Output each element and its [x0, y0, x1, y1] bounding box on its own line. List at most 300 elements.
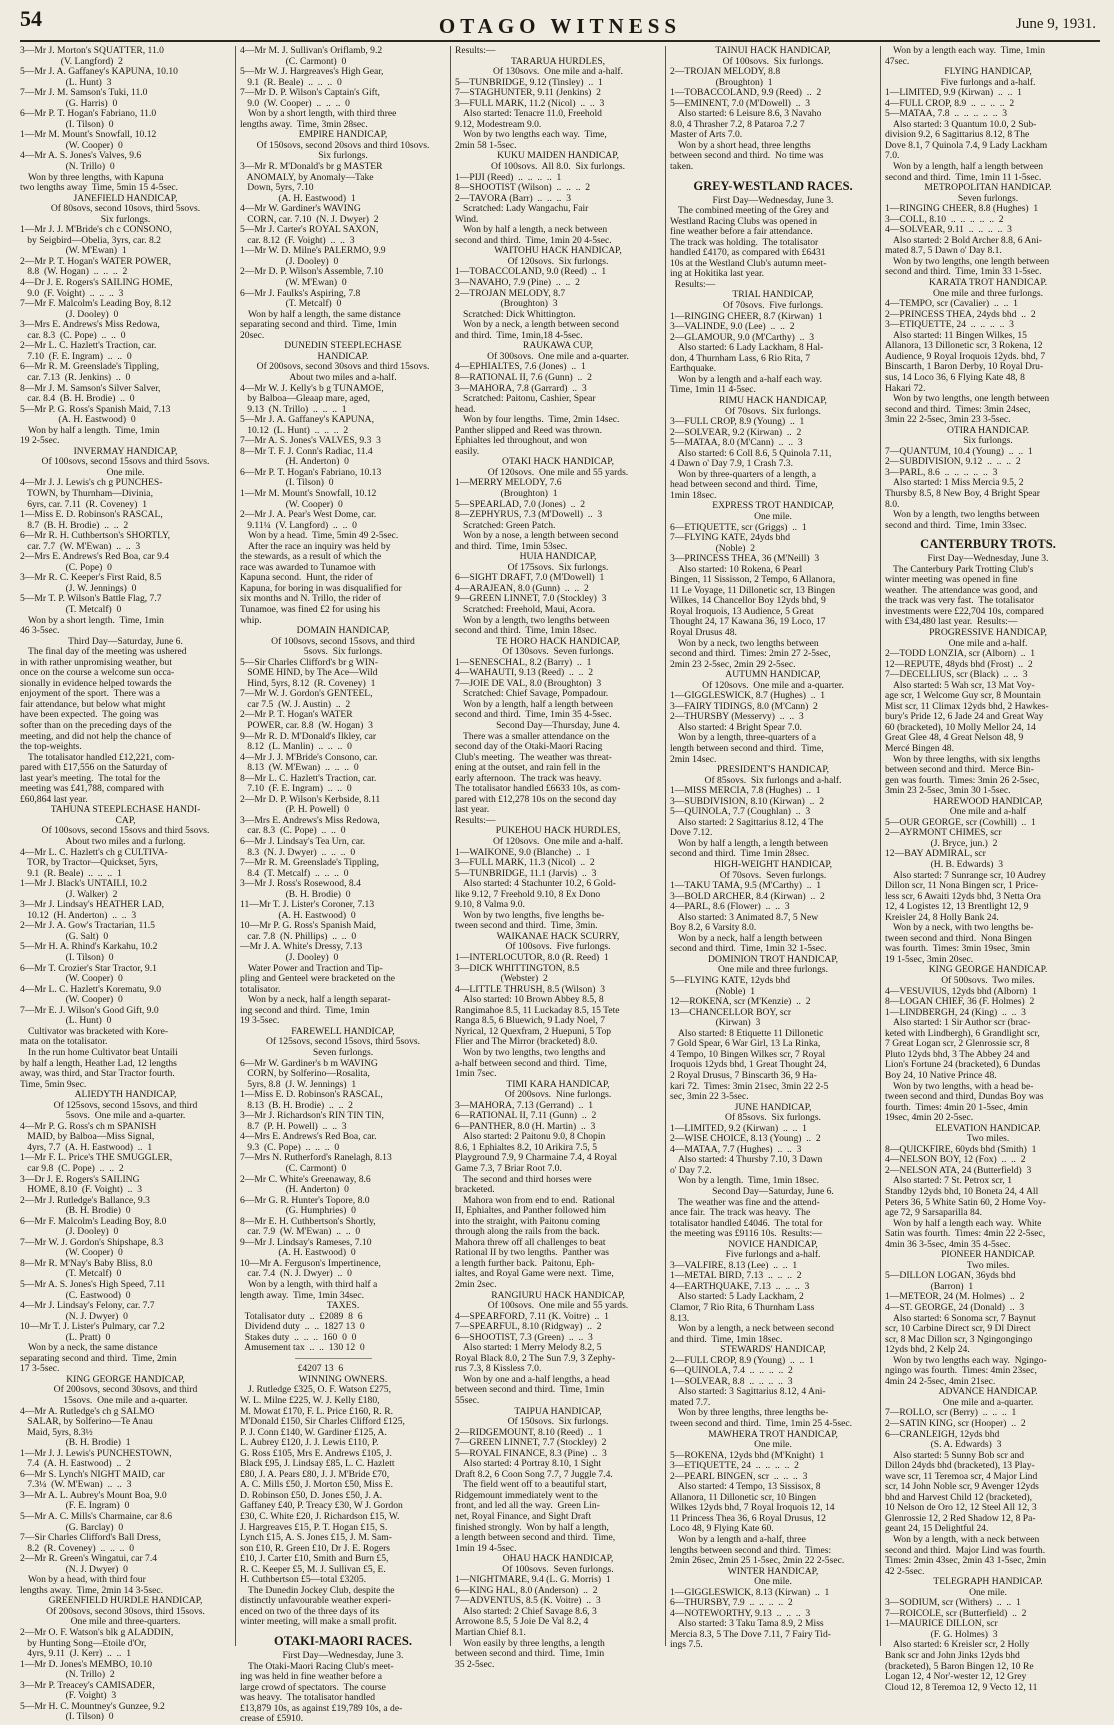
text-line: 5—EMINENT, 7.0 (M'Dowell) .. 3	[670, 97, 811, 109]
paragraph-line: Also started: 8 Etiquette 11 Dillonetic	[678, 1027, 824, 1039]
text-line: Black £95, J. Lindsay £85, L. C. Hazlett	[240, 1458, 395, 1470]
section-heading: Seven furlongs.	[312, 1046, 374, 1058]
paragraph-line: Also started: 5 Wah scr, 13 Mat Voy-	[893, 679, 1035, 691]
paragraph-line: Also started: 5 Lady Lackham, 2	[678, 1291, 804, 1303]
text-line: 3—Mrs E. Andrews's Miss Redowa,	[240, 814, 380, 826]
text-line: 5—FLYING KATE, 12yds bhd	[670, 975, 791, 987]
text-line: (C. Carmont) 0	[240, 55, 347, 67]
text-line: separating second and third. Time, 1min	[240, 319, 397, 331]
section-heading: RIMU HACK HANDICAP,	[719, 394, 827, 406]
section-heading: TE HORO HACK HANDICAP,	[495, 635, 621, 647]
section-heading: Of 100sovs. Five furlongs.	[505, 941, 611, 953]
text-line: 1—Mr W. D. Milne's PALERMO, 9.9	[240, 245, 386, 257]
text-line: (N. J. Dwyer) 0	[20, 1310, 128, 1322]
text-line: 5—Mr W. J. Hargreaves's High Gear,	[240, 66, 384, 78]
text-line: second and third. Time, 1min 33 1-5sec.	[885, 266, 1042, 278]
text-line: 3—ETIQUETTE, 24 .. .. .. .. 3	[885, 319, 1014, 331]
text-line: (W. Cooper) 0	[20, 973, 123, 985]
text-line: 60 (bracketed), 10 Molly Mellor 24, 14	[885, 721, 1036, 733]
paragraph-line: The Dunedin Jockey Club, despite the	[248, 1584, 395, 1596]
text-line: (I. Tilson) 0	[20, 118, 114, 130]
text-line: (W. Cooper) 0	[20, 1247, 123, 1259]
text-line: 2—Mr J. A. Pear's West Dome, car.	[240, 509, 377, 521]
text-line: two lengths away Time, 5min 15 4-5sec.	[20, 182, 179, 194]
text-line: 7—Mr W. J. Gordon's Shipshape, 8.3	[20, 1236, 164, 1248]
text-line: 1—Mr M. Mount's Snowfall, 10.12	[20, 129, 157, 141]
text-line: 8.12 (L. Manlin) .. .. .. 0	[240, 741, 352, 753]
text-line: handled £4170, as compared with £6431	[670, 247, 826, 259]
paragraph-line: Won by two lengths, with a head be-	[893, 1080, 1034, 1092]
section-heading: DOMAIN HANDICAP,	[296, 625, 390, 637]
text-line: 8.0.	[885, 498, 900, 510]
paragraph-line: Won by a neck, with two lengths be-	[893, 922, 1034, 934]
text-line: sus, 14 Loco 36, 6 Flying Kate 48, 8	[885, 371, 1025, 383]
text-line: 10—Mr P. G. Ross's Spanish Maid,	[240, 920, 377, 932]
section-heading: Of 120sovs. One mile and a-quarter.	[702, 679, 844, 691]
paragraph-line: Also started: 3 Taku Tama 8.9, 2 Miss	[678, 1618, 824, 1630]
text-line: second and third. Time, 1min 20 4-5sec.	[455, 234, 612, 246]
section-heading: One mile and a-half	[949, 806, 1027, 818]
text-line: 5—Mr T. P. Wilson's Battle Flag, 7.7	[20, 593, 162, 605]
text-line: 1—Miss E. D. Robinson's RASCAL,	[20, 509, 163, 521]
paragraph-line: Won by a neck, a length between second	[463, 319, 619, 331]
text-line: II, Ephialtes, and Panther followed him	[455, 1205, 607, 1217]
text-line: 1min 7sec.	[455, 1068, 497, 1080]
text-line: 2—SUBDIVISION, 9.12 .. .. .. 2	[885, 456, 1021, 468]
text-line: rus 7.3, 8 Kissless 7.0.	[455, 1363, 542, 1375]
text-line: (A. H. Eastwood) 0	[240, 1247, 356, 1259]
paragraph-line: Won by a short length. Time, 1min	[28, 614, 164, 626]
text-line: 2—PRINCESS THEA, 24yds bhd .. 2	[885, 308, 1036, 320]
text-line: second and third. Time, 1min 33sec.	[885, 519, 1027, 531]
paragraph-line: Won by a length, two lengths between	[463, 614, 610, 626]
text-line: 2—TROJAN MELODY, 8.8	[670, 66, 781, 78]
section-heading: Seven furlongs.	[957, 192, 1019, 204]
text-line: Times: 2min 43sec, 2min 43 1-5sec, 2min	[885, 1555, 1047, 1567]
text-line: lengths between second and third. Times:	[670, 1544, 832, 1556]
text-line: (J. Walker) 2	[20, 888, 118, 900]
text-line: (J. W. Jennings) 0	[20, 582, 137, 594]
text-line: (I. Tilson) 0	[20, 1711, 114, 1723]
section-heading: PRESIDENT'S HANDICAP,	[716, 764, 830, 776]
text-line: 5—Mr H. C. Mountney's Gunzee, 9.2	[20, 1700, 165, 1712]
text-line: by Seigbird—Obelia, 3yrs, car. 8.2	[20, 234, 161, 246]
text-line: 4—LITTLE THRUSH, 8.5 (Wilson) 3	[455, 983, 605, 995]
section-heading: Of 125sovs, second 15sovs, and third	[53, 1099, 198, 1111]
text-line: 17 3-5sec.	[20, 1363, 60, 1375]
text-line: 1min 19 4-5sec.	[455, 1542, 517, 1554]
text-line: Boy 8.2, 6 Varsity 8.0.	[670, 922, 757, 934]
masthead	[20, 6, 1100, 42]
text-line: 7—ADVENTUS, 8.5 (K. Voitre) .. 3	[455, 1595, 601, 1607]
text-line: Gaffaney £40, P. Treacy £30, W J. Gordon	[240, 1500, 403, 1512]
text-line: G. Ross £105, Mrs E. Andrews £105, J.	[240, 1447, 392, 1459]
text-line: 2—Mr P. T. Hogan's WATER	[240, 709, 353, 721]
text-line: 3—ETIQUETTE, 24 .. .. .. .. 2	[670, 1460, 799, 1472]
issue-date: June 9, 1931.	[1016, 16, 1096, 32]
text-line: (L. Hunt) 3	[20, 76, 112, 88]
paragraph-line: Won by a length, with a neck between	[893, 1534, 1040, 1546]
text-line: easily.	[455, 445, 480, 457]
text-line: 3—Mr P. Treacey's CAMISADER,	[20, 1679, 155, 1691]
text-line: (C. Pope) 0	[20, 561, 112, 573]
text-line: crease of £5910.	[240, 1713, 304, 1725]
text-line: 8—QUICKFIRE, 60yds bhd (Smith) 1	[885, 1143, 1037, 1155]
text-line: M'Donald £150, Sir Charles Clifford £125,	[240, 1416, 405, 1428]
text-line: 2—RIDGEMOUNT, 8.10 (Reed) .. 1	[455, 1426, 603, 1438]
text-line: large crowd of spectators. The course	[240, 1681, 386, 1693]
text-line: (T. Metcalf) 0	[20, 1268, 122, 1280]
text-line: 11 Le Voyage, 11 Dillonetic scr, 13 Bingen	[670, 584, 836, 596]
paragraph-line: Also started: Tenacre 11.0, Freehold	[463, 108, 602, 120]
section-heading: Of 100sovs. Six furlongs.	[722, 55, 824, 67]
text-line: 4—EARTHQUAKE, 7.13 .. .. .. 3	[670, 1280, 810, 1292]
paragraph-line: Also started: 10 Brown Abbey 8.5, 8	[463, 994, 604, 1006]
text-line: Ridgemount immediately went to the	[455, 1489, 598, 1501]
text-line: 10 Nelson de Oro 12, 12 Steel All 12, 3	[885, 1502, 1037, 1514]
text-line: in with rather unpromising weather, but	[20, 656, 173, 668]
section-heading: FLYING HANDICAP,	[944, 66, 1032, 78]
text-line: age 72, 9 Sarsaparilla 84.	[885, 1207, 982, 1219]
text-line: 47sec.	[885, 55, 910, 67]
text-line: tween second and third. Nona Bingen	[885, 932, 1032, 944]
text-line: 4—WAHAUTI, 9.13 (Reed) .. .. 2	[455, 667, 594, 679]
text-line: ing was held in fine weather before a	[240, 1671, 382, 1683]
column-4	[665, 45, 880, 1651]
section-heading: ADVANCE HANDICAP.	[938, 1386, 1038, 1398]
text-line: 1—GIGGLESWICK, 8.7 (Hughes) .. 1	[670, 690, 826, 702]
text-line: 1—Mr J. J. Lewis's PUNCHESTOWN,	[20, 1447, 172, 1459]
text-line: race was awarded to Tunamoe with	[240, 561, 376, 573]
paragraph-line: Also started: 10 Rokena, 6 Pearl	[678, 563, 803, 575]
text-line: 4—Mr L. C. Hazlett's Korematu, 9.0	[20, 983, 162, 995]
section-heading: Of 85sovs. Six furlongs.	[725, 1112, 821, 1124]
section-heading: DOMINION TROT HANDICAP,	[708, 953, 838, 965]
text-line: (W. Cooper) 0	[240, 498, 343, 510]
section-heading: Six furlongs.	[963, 435, 1013, 447]
paragraph-line: Won by a head. Time, 5min 49 2-5sec.	[248, 530, 399, 542]
text-line: H. Cuthbertson £5—total £3205.	[240, 1574, 367, 1586]
text-line: HOME, 8.10 (F. Voight) .. 3	[20, 1184, 143, 1196]
section-heading: Of 100sovs, second 15sovs, and third	[271, 635, 415, 647]
text-line: 6—Mr R. H. Cuthbertson's SHORTLY,	[20, 530, 171, 542]
text-line: scr, 8 Mac Dillon scr, 3 Ngingongingo	[885, 1333, 1033, 1345]
text-line: 1—TOBACCOLAND, 9.0 (Reed) .. 1	[455, 266, 607, 278]
text-line: 4—Mr W. J. Kelly's b g TUNAMOE,	[240, 382, 384, 394]
text-line: 6—PANTHER, 8.0 (H. Martin) .. 3	[455, 1120, 596, 1132]
text-line: Playground 7.9, 9 Charmaine 7.4, 4 Royal	[455, 1152, 618, 1164]
text-line: Amusement tax .. .. 130 12 0	[240, 1342, 365, 1354]
text-line: lengths away. Time, 3min 28sec.	[240, 118, 368, 130]
paragraph-line: Also started: 3 Sagittarius 8.12, 4 Ani-	[678, 1386, 826, 1398]
text-line: tween second and third, Dundas Boy was	[885, 1091, 1044, 1103]
text-line: 6—KING HAL, 8.0 (Anderson) .. 2	[455, 1584, 598, 1596]
paragraph-line: Cultivator was bracketed with Kore-	[28, 1025, 169, 1037]
text-line: Cloud 12, 8 Teremoa 12, 9 Vecto 12, 11	[885, 1681, 1038, 1693]
text-line: 2—AYRMONT CHIMES, scr	[885, 827, 1002, 839]
text-line: 8—Mr J. M. Samson's Silver Salver,	[20, 382, 161, 394]
text-line: TOR, by Tractor—Quickset, 5yrs,	[20, 857, 158, 869]
text-line: 6—Mr T. Crozier's Star Tractor, 9.1	[20, 962, 157, 974]
text-line: 7—JOIE DE VAL, 8.0 (Broughton) 3	[455, 677, 602, 689]
text-line: and third. Time, 1min 53sec.	[455, 540, 568, 552]
text-line: 3—FULL CROP, 8.9 (Young) .. 1	[670, 416, 805, 428]
text-line: by Balboa—Gleaap mare, aged,	[240, 393, 370, 405]
text-line: lengths away. Time, 2min 14 3-5sec.	[20, 1584, 164, 1596]
text-line: like 9.12, 7 Freehold 9.10, 8 Ex Dono	[455, 888, 601, 900]
text-line: 5—MATAA, 8.0 (M'Cann) .. .. 3	[670, 437, 803, 449]
section-heading: KARATA TROT HANDICAP.	[928, 277, 1047, 289]
text-line: (Broughton) 1	[455, 487, 558, 499]
paragraph-line: Also started: 2 Sagittarius 8.12, 4 The	[678, 816, 824, 828]
text-line: 3—VALFIRE, 8.13 (Lee) .. .. 1	[670, 1259, 798, 1271]
paragraph-line: There was a smaller attendance on the	[463, 730, 610, 742]
section-heading: TAXES.	[326, 1300, 360, 1312]
text-line: Wind.	[455, 213, 479, 225]
text-line: wave scr, 11 Teremoa scr, 4 Major Lind	[885, 1470, 1038, 1482]
race-meeting-heading: GREY-WESTLAND RACES.	[693, 178, 853, 193]
paragraph-line: Also started: 4 Portray 8.10, 1 Sight	[463, 1458, 602, 1470]
text-line: 9.1 (R. Beale) .. .. .. 0	[240, 76, 342, 88]
paragraph-line: Also started: 3 Quantum 10.0, 2 Sub-	[893, 118, 1037, 130]
text-line: 3—VALINDE, 9.0 (Lee) .. .. 2	[670, 321, 795, 333]
text-line: TOWN, by Thurnham—Divinia,	[20, 487, 153, 499]
text-line: 9—Mr J. Lindsay's Rameses, 7.10	[240, 1236, 372, 1248]
text-line: £30, C. White £20, J. Richardson £15, W.	[240, 1511, 400, 1523]
text-line: bury's Pride 12, 6 Jade 24 and Great Way	[885, 711, 1044, 723]
text-line: (Broughton) 3	[455, 298, 558, 310]
text-line: A. C. Mills £50, J. Morton £50, Miss E.	[240, 1479, 393, 1491]
section-heading: One mile and three-quarters.	[70, 1616, 181, 1628]
text-line: 5—Mr A. S. Jones's High Speed, 7.11	[20, 1278, 166, 1290]
section-heading: One mile.	[754, 1439, 792, 1451]
paragraph-line: Won by two lengths, one length between	[893, 255, 1050, 267]
section-heading: PIONEER HANDICAP.	[941, 1249, 1035, 1261]
section-heading: HANDICAP.	[317, 350, 369, 362]
text-line: Kapuna, for boring in was disqualified for	[240, 582, 402, 594]
text-line: ance fair. The track was heavy. The	[670, 1207, 811, 1219]
text-line: 4yrs, 9.11 (J. Kerr) .. .. 1	[20, 1648, 132, 1660]
section-heading: TAHUNA STEEPLECHASE HANDI-	[50, 804, 201, 816]
text-line: totalisator.	[240, 983, 281, 995]
paragraph-line: Won by a length, half a length between	[463, 698, 614, 710]
paragraph-line: Also started: 4 Tempo, 13 Sissisox, 8	[678, 1481, 821, 1493]
text-line: enjoyment of the sport. There was a	[20, 688, 160, 700]
text-line: fair attendance, but below what might	[20, 698, 166, 710]
section-heading: Of 150sovs, second 20sovs and third 10sovs.	[256, 139, 430, 151]
text-line: second and third. Time, 1min 18sec.	[455, 625, 597, 637]
text-line: 7.0.	[885, 150, 900, 162]
text-line: 7—GREEN LINNET, 7.7 (Stockley) 2	[455, 1437, 607, 1449]
text-line: 1—GIGGLESWICK, 8.13 (Kirwan) .. 1	[670, 1586, 830, 1598]
text-line: car. 7.4 (N. J. Dwyer) .. 0	[240, 1268, 352, 1280]
text-line: by half a length, Heather Lad, 12 lengths	[20, 1057, 177, 1069]
section-heading: Of 70sovs. Five furlongs.	[722, 300, 824, 312]
text-line: Hakari 72.	[885, 382, 926, 394]
text-line: car. 8.4 (B. H. Brodie) .. 0	[20, 393, 135, 405]
text-line: gen was fourth. Times: 3min 26 2-5sec,	[885, 774, 1040, 786]
section-heading: DUNEDIN STEEPLECHASE	[284, 340, 402, 352]
text-line: car. 8.12 (F. Voight) .. .. 3	[240, 234, 355, 246]
text-line: second and third. Time, 1min 32 1-5sec.	[670, 943, 827, 955]
text-line: 5—Mr J. A. Gaffaney's KAPUNA, 10.10	[20, 66, 178, 78]
text-line: o' Day 7.2.	[670, 1164, 712, 1176]
text-line: 4—VESUVIUS, 12yds bhd (Alborn) 1	[885, 985, 1037, 997]
section-heading: Of 100sovs, second 15sovs and third 5sovs.	[41, 456, 210, 468]
text-line: division 9.2, 6 Sagittarius 8.12, 8 The	[885, 129, 1030, 141]
column-5	[880, 45, 1095, 1693]
text-line: 3—SUBDIVISION, 8.10 (Kirwan) .. 2	[670, 795, 825, 807]
section-heading: PUKEHOU HACK HURDLES,	[495, 825, 621, 837]
section-heading: OHAU HACK HANDICAP,	[502, 1553, 614, 1565]
text-line: Mist scr, 11 Climax 12yds bhd, 2 Hawkes-	[885, 700, 1049, 712]
race-meeting-heading: OTAKI-MAORI RACES.	[274, 1634, 412, 1649]
paragraph-line: Won by half a length. Time, 1min	[28, 424, 160, 436]
text-line: 4—Mr W. Gardiner's WAVING	[240, 203, 361, 215]
paragraph-line: Also started: 6 Coll 8.6, 5 Quinola 7.11,	[678, 447, 832, 459]
paragraph-line: Won by a neck, the same distance	[28, 1342, 158, 1354]
paragraph-line: Won by a length, a neck between second	[678, 1323, 834, 1335]
text-line: car. 7.9 (W. M'Ewan) .. .. 0	[240, 1226, 361, 1238]
column-3	[450, 45, 665, 1670]
text-line: 3—FAIRY TIDINGS, 8.0 (M'Cann) 2	[670, 700, 818, 712]
text-line: meeting, and did not help the chance of	[20, 730, 172, 742]
text-line: 10—Mr T. J. Lister's Pulmary, car 7.2	[20, 1321, 165, 1333]
text-line: meeting was £41,788, compared with	[20, 783, 164, 795]
paragraph-line: Scratched: Lady Wangachu, Fair	[463, 203, 589, 215]
text-line: 1—RINGING CHEER, 8.7 (Kirwan) 1	[670, 310, 823, 322]
text-line: 4 Dawn o' Day 7.9, 1 Crash 7.3.	[670, 458, 793, 470]
section-heading: CAP,	[115, 814, 136, 826]
text-line: by Hunting Song—Etoile d'Or,	[20, 1637, 147, 1649]
text-line: 8—LOGAN CHIEF, 36 (F. Holmes) 2	[885, 996, 1035, 1008]
text-line: 7—Mr R. M. Greenslade's Tippling,	[240, 857, 379, 869]
text-line: 12yds bhd, 2 Kelp 24.	[885, 1344, 970, 1356]
paragraph-line: Won by a short length, with third three	[248, 108, 397, 120]
text-line: (J. Dooley) 0	[20, 308, 119, 320]
text-line: 3—DICK WHITTINGTON, 8.5	[455, 962, 580, 974]
text-line: length away. Time, 1min 34sec.	[240, 1289, 365, 1301]
text-line: Dove 7.12.	[670, 827, 713, 839]
text-line: Wilkes 12yds bhd, 7 Royal Iroquois 12, 14	[670, 1502, 835, 1514]
text-line: 4—Mrs E. Andrews's Red Boa, car.	[240, 1131, 377, 1143]
text-line: (T. Metcalf) 0	[240, 298, 342, 310]
text-line: 3—PARL, 8.6 .. .. .. .. .. 3	[885, 466, 998, 478]
text-line: was heavy. The totalisator handled	[240, 1692, 376, 1704]
text-line: 6—QUINOLA, 7.4 .. .. .. .. 2	[670, 1365, 793, 1377]
paragraph-line: Won by two lengths, five lengths be-	[463, 909, 605, 921]
paragraph-line: Won by two lengths, two lengths and	[463, 1046, 606, 1058]
section-heading: One mile and three furlongs.	[932, 287, 1044, 299]
text-line: SALAR, by Solferino—Te Anau	[20, 1416, 153, 1428]
paragraph-line: J. Rutledge £325, O. F. Watson £275,	[248, 1384, 391, 1396]
text-line: (G. Humphries) 0	[240, 1205, 356, 1217]
section-heading: First Day—Wednesday, June 3.	[927, 553, 1049, 565]
text-line: Royal Black 8.0, 2 The Sun 7.9, 3 Zephy-	[455, 1352, 616, 1364]
text-line: W. L. Milne £225, W. J. Kelly £180,	[240, 1395, 380, 1406]
text-line: 3min 23 2-5sec, 3min 30 1-5sec.	[885, 785, 1011, 797]
text-line: D. Robinson £50, D. Jones £50, J. A.	[240, 1489, 383, 1501]
text-line: 9.1 (R. Beale) .. .. .. 1	[20, 867, 122, 879]
text-line: Audience, 9 Royal Iroquois 12yds. bhd, 7	[885, 350, 1046, 362]
text-line: 19 1-5sec, 3min 20sec.	[885, 953, 974, 965]
section-heading: 5sovs. Six furlongs.	[303, 646, 383, 658]
text-line: (I. Tilson) 0	[20, 952, 114, 964]
paragraph-line: Won by a length, two lengths between	[893, 509, 1040, 521]
text-line: 5—TUNBRIDGE, 11.1 (Jarvis) .. 3	[455, 867, 597, 879]
text-line: 2—Mr R. Green's Wingatui, car 7.4	[20, 1553, 158, 1565]
section-heading: Six furlongs.	[318, 150, 368, 162]
section-heading: METROPOLITAN HANDICAP.	[924, 182, 1052, 194]
text-line: 6—CRANLEIGH, 12yds bhd	[885, 1428, 1000, 1440]
text-line: 2—Mr J. A. Gow's Tractarian, 11.5	[20, 920, 155, 932]
section-heading: GREENFIELD HURDLE HANDICAP,	[48, 1595, 203, 1607]
columns	[20, 45, 1100, 1725]
section-heading: Six furlongs.	[100, 213, 151, 225]
section-heading: One mile and three furlongs.	[717, 964, 829, 976]
text-line: second and third. Times: 2min 27 2-5sec,	[670, 648, 831, 660]
text-line: 12, 4 Logistes 12, 13 Brentlight 12, 9	[885, 901, 1029, 913]
text-line: 2—TAVORA (Barr) .. .. .. 3	[455, 192, 572, 204]
section-heading: OTAKI HACK HANDICAP,	[502, 456, 614, 468]
text-line: distinctly unfavourable weather experi-	[240, 1595, 392, 1607]
text-line: 1—NIGHTMARE, 9.4 (L. G. Morris) 1	[455, 1574, 611, 1586]
paragraph-line: Scratched: Dick Whittington.	[463, 308, 576, 320]
text-line: 6—Mr G. R. Hunter's Topore, 8.0	[240, 1194, 370, 1206]
text-line: Bank scr and John Jinks 12yds bhd	[885, 1650, 1020, 1662]
section-heading: One mile.	[754, 1576, 792, 1588]
paragraph-line: Also started: 4 Bright Spear 7.0.	[678, 721, 802, 733]
text-line: £13,879 10s, as against £19,789 10s, a de-	[240, 1702, 403, 1714]
text-line: 2—Mr P. T. Hogan's WATER POWER,	[20, 255, 171, 267]
paragraph-line: Also started: 1 Miss Mercia 9.5, 2	[893, 477, 1024, 489]
text-line: second and third. Time 1min 28sec.	[670, 848, 810, 860]
text-line: (W. M'Ewan) 0	[240, 277, 347, 289]
text-line: 5—SPEARLAD, 7.0 (Jones) .. 2	[455, 498, 586, 510]
paragraph-line: Also started: 4 Thursby 7.10, 3 Dawn	[678, 1154, 823, 1166]
text-line: tween second and third. Time, 1min 25 4-5sec.	[670, 1418, 852, 1429]
text-line: Mercia 8.3, 5 The Dove 7.11, 7 Fairy Tid-	[670, 1628, 831, 1640]
text-line: don, 4 Thurnham Lass, 6 Rio Rita, 7	[670, 352, 810, 364]
text-line: between second and third. Merce Bin-	[885, 764, 1034, 776]
text-line: away, was third, and Star Tractor fourth.	[20, 1068, 175, 1080]
text-line: mated 7.7.	[670, 1396, 711, 1408]
text-line: 1—Miss E. D. Robinson's RASCAL,	[240, 1089, 383, 1101]
text-line: 3—PRINCESS THEA, 36 (M'Neill) 3	[670, 553, 820, 565]
text-line: 3—SODIUM, scr (Withers) .. .. 1	[885, 1597, 1021, 1609]
text-line: 3—Dr J. E. Rogers's SAILING	[20, 1173, 140, 1185]
text-line: M. Mowat £170, F. L. Price £160, R. R.	[240, 1405, 393, 1417]
text-line: (W. M'Ewan) 1	[20, 245, 127, 257]
paragraph-line: The Otaki-Maori Racing Club's meet-	[248, 1660, 394, 1672]
text-line: Peters 36, 5 White Satin 60, 2 Home Voy-	[885, 1196, 1046, 1208]
text-line: 5—Mr J. A. Gaffaney's KAPUNA,	[240, 414, 374, 426]
text-line: (L. Hunt) 0	[20, 1015, 112, 1027]
paragraph-line: Also started: 1 Sir Author scr (brac-	[893, 1017, 1031, 1029]
section-heading: EXPRESS TROT HANDICAP,	[712, 500, 834, 512]
text-line: 8.13 (W. M'Ewan) .. .. .. 0	[240, 762, 359, 774]
text-line: Thought 24, 17 Kawana 36, 19 Loco, 17	[670, 616, 826, 628]
text-line: Glenrossie 12, 2 Red Shadow 12, 8 Pa-	[885, 1512, 1036, 1524]
text-line: 4—Mr J. J. Lewis's ch g PUNCHES-	[20, 477, 163, 489]
text-line: Binscarth, 1 Baron Derby, 10 Royal Dru-	[885, 361, 1044, 373]
text-line: taken.	[670, 161, 694, 173]
text-line: 9.3 (C. Pope) .. .. .. 0	[240, 1141, 340, 1153]
paragraph-line: Won by two lengths, one length between	[893, 393, 1050, 405]
text-line: 1—INTERLOCUTOR, 8.0 (R. Reed) 1	[455, 952, 609, 964]
text-line: 4—EPHIALTES, 7.6 (Jones) .. 1	[455, 361, 586, 373]
paragraph-line: Won by three lengths, three lengths be-	[678, 1407, 829, 1419]
